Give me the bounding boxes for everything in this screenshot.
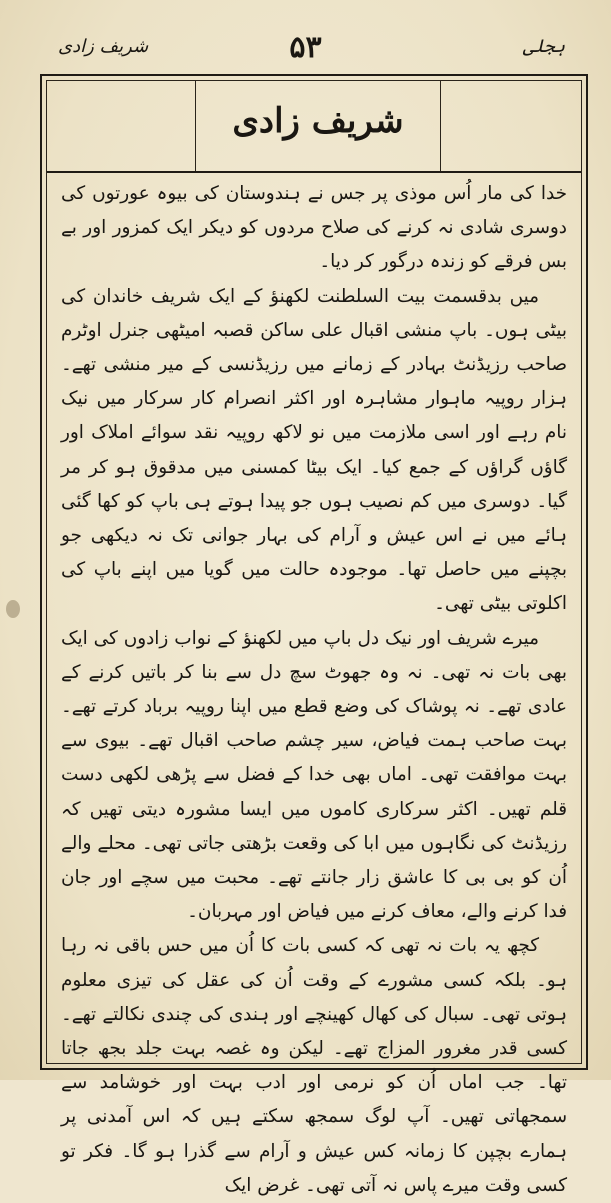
title-cell — [195, 81, 441, 171]
paper-stain — [6, 600, 20, 618]
page-number: ۵۳ — [289, 30, 322, 65]
paragraph: میرے شریف اور نیک دل باپ میں لکھنؤ کے نواب زادوں کی ایک بھی بات نہ تھی۔ نہ وہ جھوٹ سچ دل سے بنا کر باتیں کرنے کے عادی تھے۔ نہ پوشاک کی وضع قطع میں اپنا روپیہ برباد کرتے تھے۔ بہت صاحب ہمت فیاض، سیر چشم صاحب اقبال تھے۔ بیوی سے بہت موافقت تھی۔ اماں بھی خدا کے فضل سے پڑھی لکھی دست قلم تھیں۔ اکثر سرکاری کاموں میں ایسا مشورہ دیتی تھیں کہ رزیڈنٹ کی نگاہوں میں ابا کی وقعت بڑھتی جاتی تھی۔ محلے والے اُن کو بی بی کا عاشق زار جانتے تھے۔ محبت میں سچے اور جان فدا کرنے والے، معاف کرنے میں فیاض اور مہربان۔ — [61, 627, 567, 923]
page-inner-border — [46, 80, 582, 1196]
body-text — [61, 177, 567, 1203]
paragraph: کچھ یہ بات نہ تھی کہ کسی بات کا اُن میں حس باقی نہ رہا ہو۔ بلکہ کسی مشورے کے وقت اُن کی عقل کی تیزی معلوم ہوتی تھی۔ سبال کی کھال کھینچے اور ہندی کی چندی نکالتے تھے۔ کسی قدر مغرور المزاج تھے۔ لیکن وہ غصہ بہت جلد بجھ جاتا تھا۔ جب اماں اُن کو نرمی اور ادب بہت اور خوشامد سے سمجھاتی تھیں۔ آپ لوگ سمجھ سکتے ہیں کہ اس آمدنی پر ہمارے بچپن کا زمانہ کس عیش و آرام سے گذرا ہو گا۔ فکر تو کسی وقت میرے پاس نہ آتی تھی۔ غرض ایک — [61, 935, 567, 1196]
page-border — [40, 74, 588, 1196]
paragraph: خدا کی مار اُس موذی پر جس نے ہندوستان کی بیوہ عورتوں کی دوسری شادی نہ کرنے کی صلاح مردوں کو دیکر ایک کمزور اور بے بس فرقے کو زندہ درگور کر دیا۔ — [61, 183, 567, 273]
running-header — [0, 30, 611, 70]
header-author: ہجلی — [522, 36, 565, 57]
title-box — [47, 81, 581, 173]
chapter-title: شریف زادی — [232, 101, 404, 141]
header-title: شریف زادی — [58, 36, 149, 57]
paragraph: میں بدقسمت بیت السلطنت لکھنؤ کے ایک شریف خاندان کی بیٹی ہوں۔ باپ منشی اقبال علی ساکن قصبہ امیٹھی جنرل اوٹرم صاحب رزیڈنٹ بہادر کے زمانے میں رزیڈنسی کے میر منشی تھے۔ ہزار روپیہ ماہوار مشاہرہ اور اکثر انصرام کار سرکار میں نیک نام رہے اور اسی ملازمت میں نو لاکھ روپیہ نقد سوائے املاک اور گاؤں گراؤں کے جمع کیا۔ ایک بیٹا کمسنی میں مدقوق ہو کر مر گیا۔ دوسری میں کم نصیب ہوں جو پیدا ہوتے ہی باپ کو کھا گئی ہائے میں نے اس عیش و آرام کی بہار جوانی تک نہ دیکھی جو بچپنے میں حاصل تھا۔ موجودہ حالت میں گویا میں اپنے باپ کی اکلوتی بیٹی تھی۔ — [61, 285, 567, 615]
